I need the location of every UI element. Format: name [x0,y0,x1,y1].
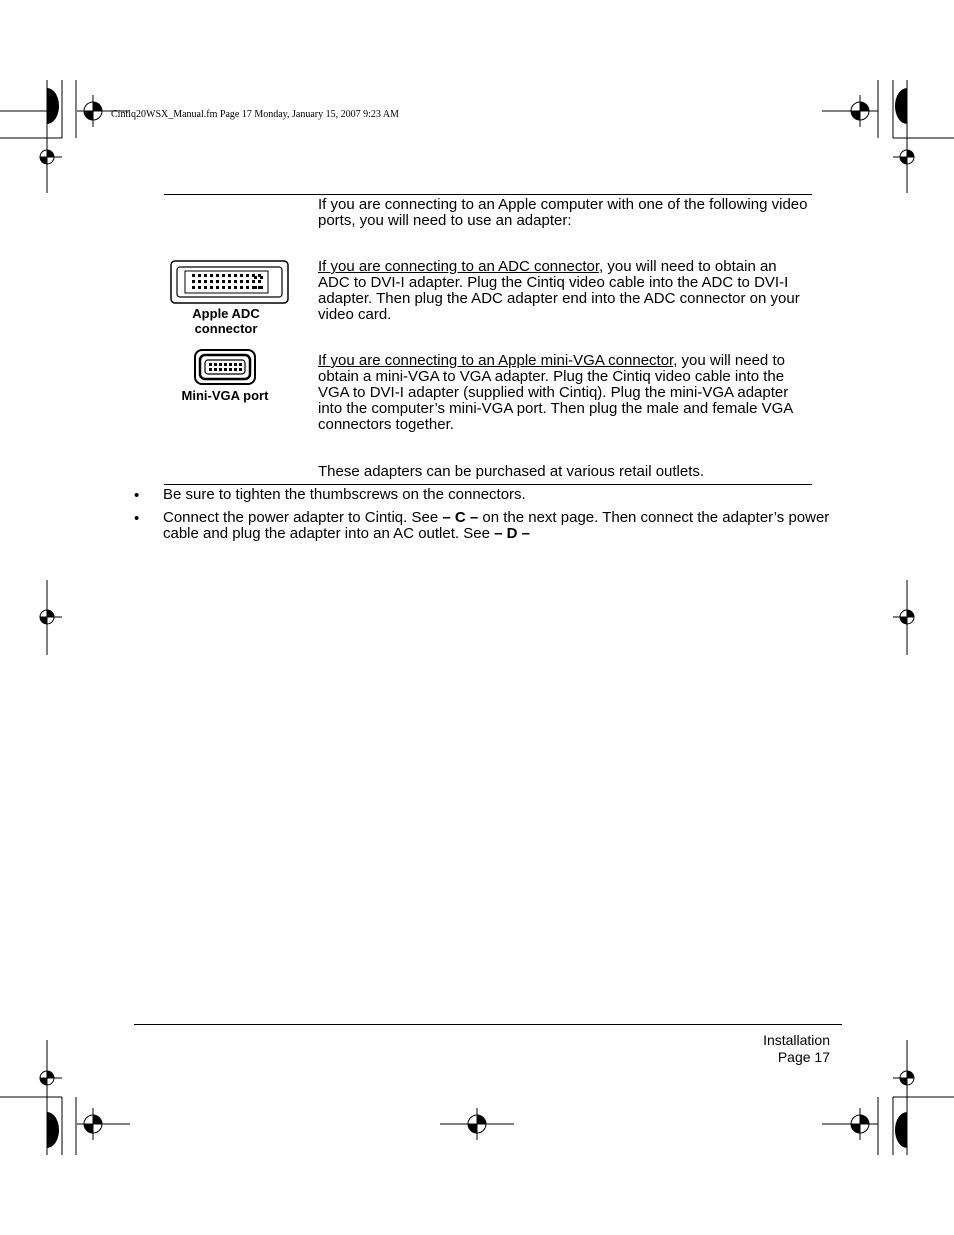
bullet-marker: • [134,510,140,527]
footer-rule [134,1024,842,1025]
bullet-text-part: Connect the power adapter to Cintiq. See [163,509,443,526]
mini-vga-caption: Mini-VGA port [181,388,269,403]
bullet-text-part: on the next page. Then connect the adapter’s power cable and plug the adapter into an AC outlet. See [163,509,830,542]
ref-d: – D – [494,525,530,542]
mini-vga-paragraph [318,353,808,433]
adc-caption-line1: Apple ADC [192,306,260,321]
footer-page-number: Page 17 [777,1049,830,1065]
adc-heading-link: If you are connecting to an ADC connector [318,258,600,275]
ref-c: – C – [442,509,483,526]
mini-vga-heading-link: If you are connecting to an Apple mini-VGA connector [318,352,674,369]
mini-vga-body-text: , you will need to obtain a mini-VGA to VGA adapter. Plug the Cintiq video cable into the VGA to DVI-I adapter (supplied with Cintiq). Plug the mini-VGA adapter into the computer’s mini-VGA port. Then plug the male and female VGA connectors together. [318,352,793,433]
footer [700,1032,830,1066]
bullet-power-adapter [163,510,833,542]
bullet-thumbscrews: Be sure to tighten the thumbscrews on the connectors. [163,486,526,503]
adc-body-text: , you will need to obtain an ADC to DVI-I adapter. Plug the Cintiq video cable into the ADC to DVI-I adapter. Then plug the ADC adapter end into the ADC connector on your video card. [318,258,800,323]
bullet-marker: • [134,487,140,504]
file-info-header: Cintiq20WSX_Manual.fm Page 17 Monday, January 15, 2007 9:23 AM [111,109,399,120]
adapter-note: These adapters can be purchased at various retail outlets. [318,463,705,480]
adc-caption-line2: connector [194,321,258,336]
adapter-intro: If you are connecting to an Apple computer with one of the following video ports, you will need to use an adapter: [318,196,808,229]
footer-section: Installation [763,1032,830,1048]
